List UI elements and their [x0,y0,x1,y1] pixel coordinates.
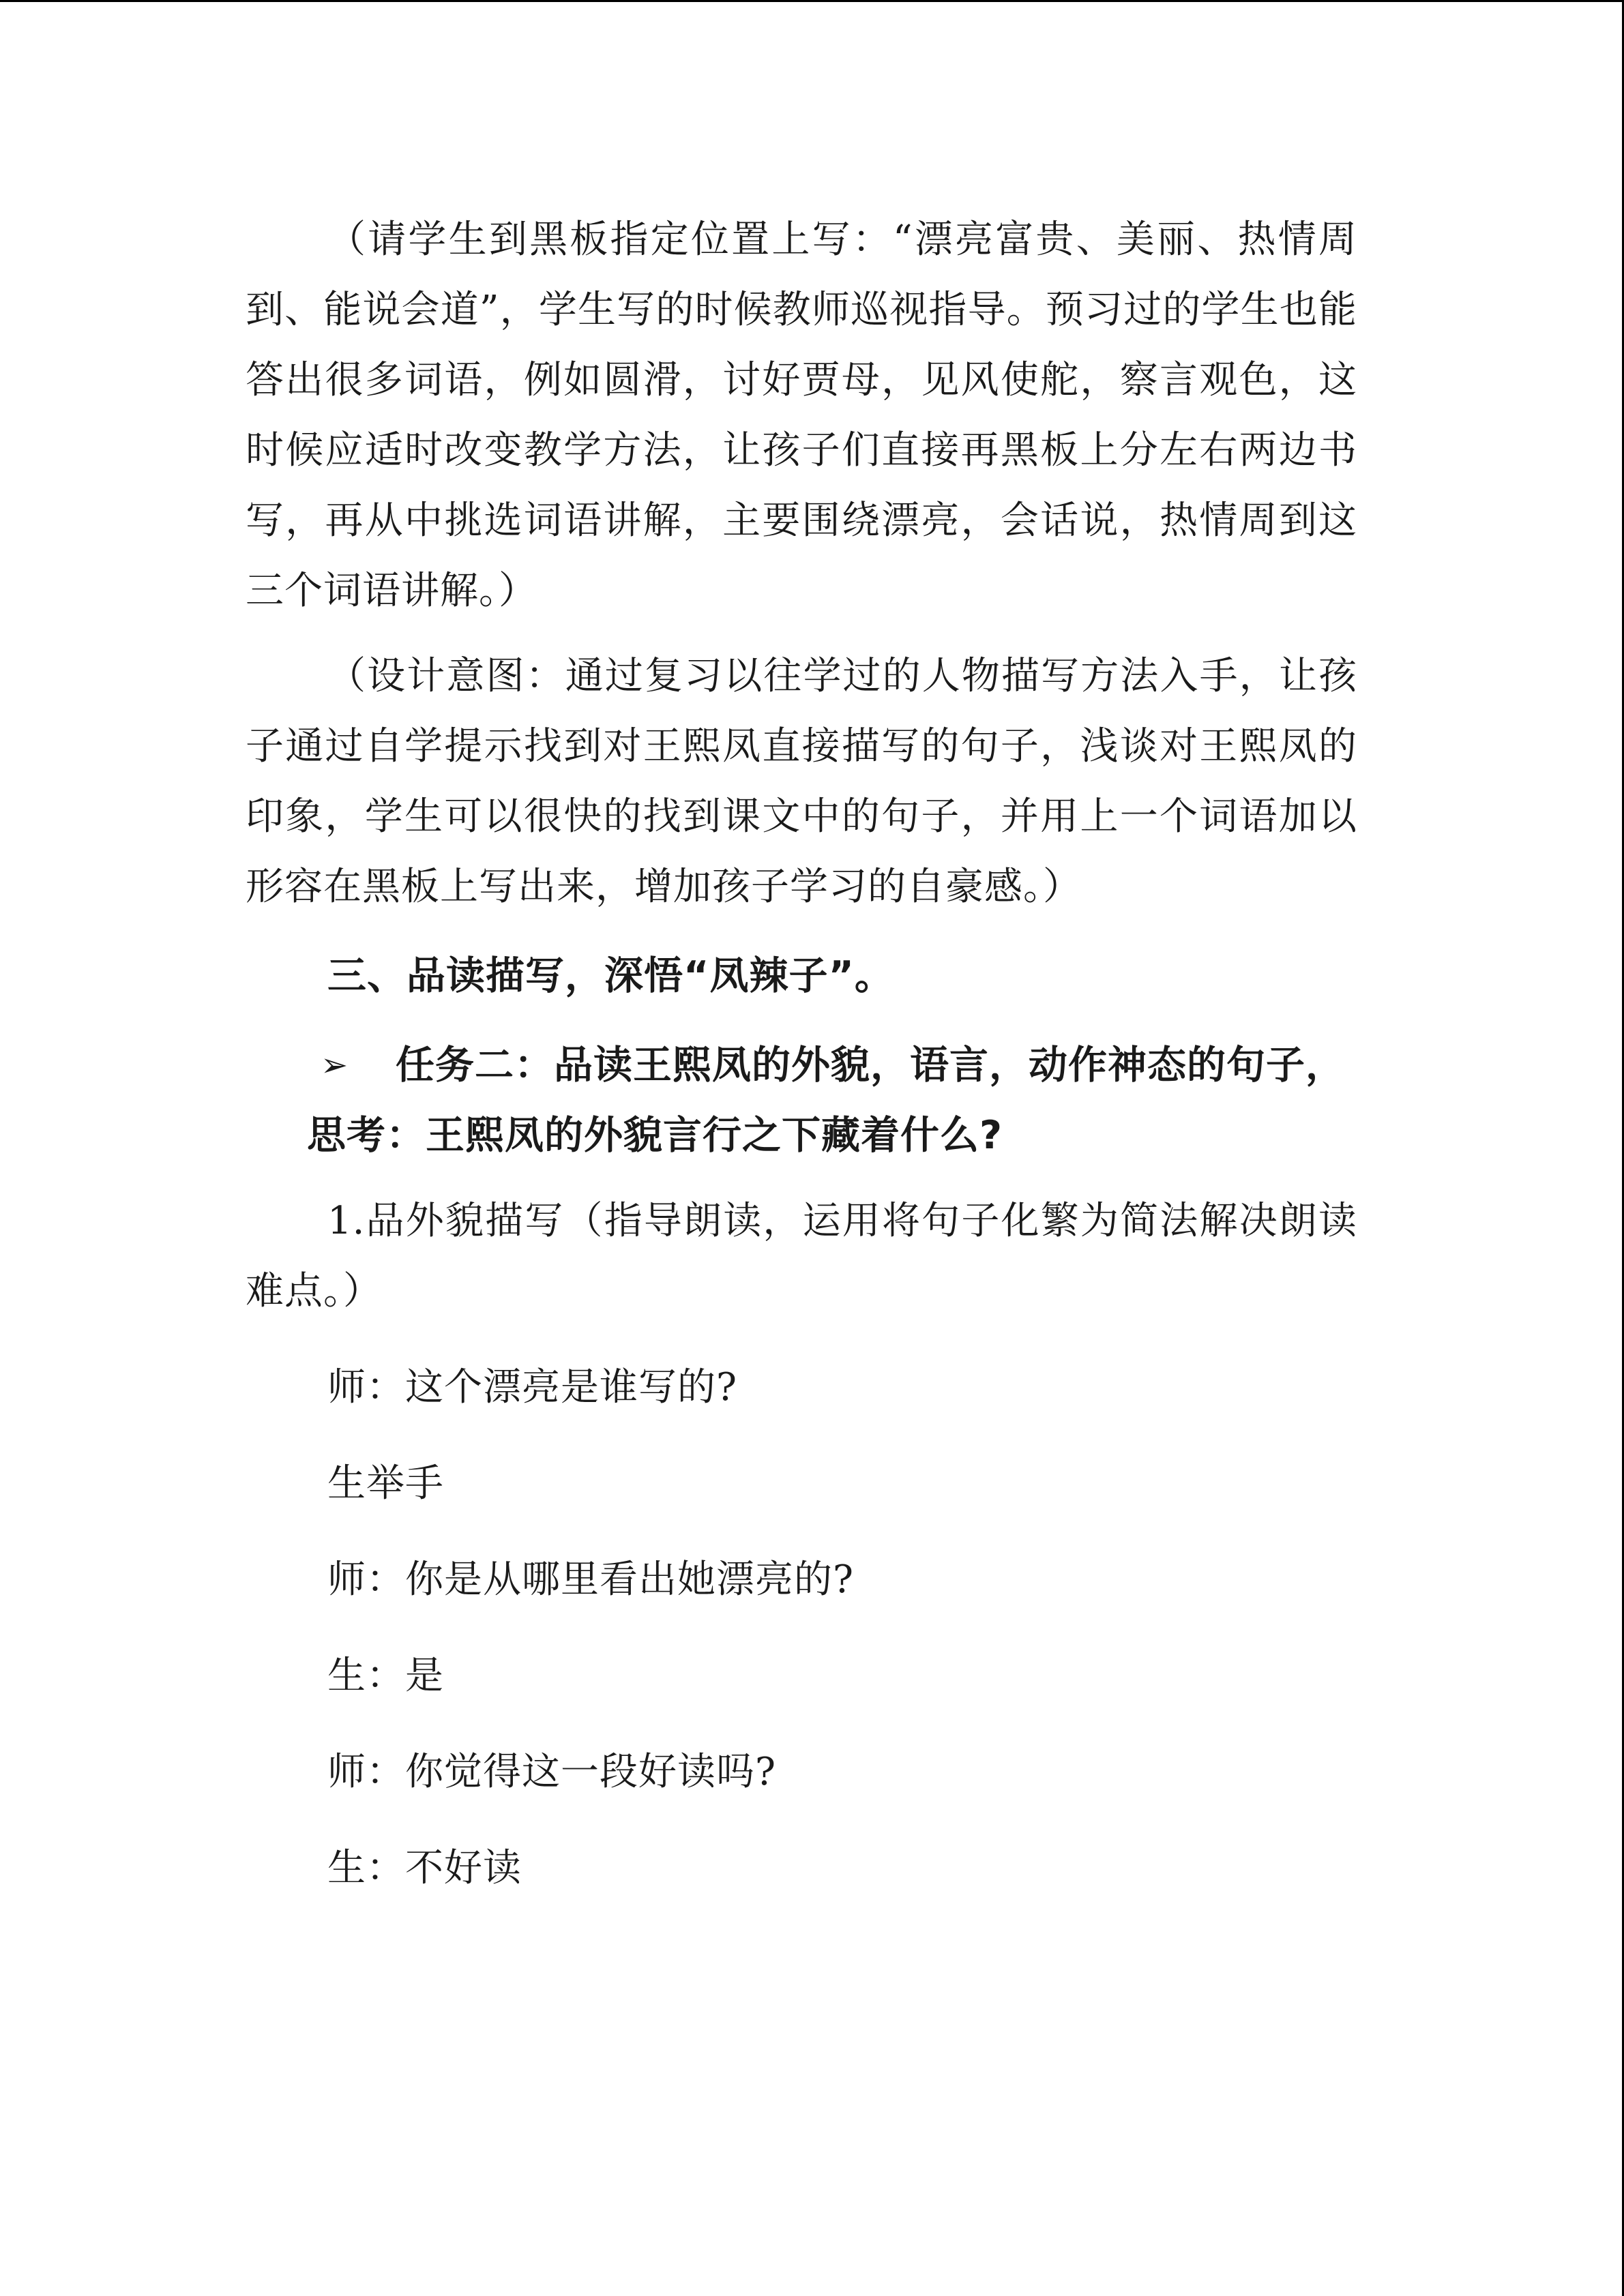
task-item [246,1030,1357,1171]
step-appearance-description: 1.品外貌描写（指导朗读，运用将句子化繁为简法解决朗读难点。） [246,1199,1357,1313]
dialogue-line: 师：你是从哪里看出她漂亮的? [327,1557,855,1602]
paragraph-design-intent: （设计意图：通过复习以往学过的人物描写方法入手，让孩子通过自学提示找到对王熙凤直接描写的句子，浅谈对王熙凤的印象，学生可以很快的找到课文中的句子，并用上一个词语加以形容在黑板上写出来，增加孩子学习的自豪感。） [246,654,1357,909]
document-body [246,205,1357,1903]
page-top-border [0,0,1624,2]
arrow-bullet-icon: ➢ [321,1046,349,1084]
paragraph-blackboard-activity: （请学生到黑板指定位置上写：“漂亮富贵、美丽、热情周到、能说会道”，学生写的时候教师巡视指导。预习过的学生也能答出很多词语，例如圆滑，讨好贾母，见风使舵，察言观色，这时候应适时改变教学方法，让孩子们直接再黑板上分左右两边书写，再从中挑选词语讲解，主要围绕漂亮，会话说，热情周到这三个词语讲解。） [246,218,1357,613]
dialogue-line: 师：你觉得这一段好读吗? [327,1750,777,1794]
task-text: 任务二：品读王熙凤的外貌，语言，动作神态的句子，思考：王熙凤的外貌言行之下藏着什么? [307,1043,1345,1158]
dialogue-line: 生：不好读 [327,1846,522,1890]
dialogue-line: 生：是 [327,1654,444,1698]
section-heading: 三、品读描写，深悟“凤辣子”。 [327,953,894,998]
dialogue-line: 师：这个漂亮是谁写的? [327,1365,738,1410]
dialogue-line: 生举手 [327,1461,444,1506]
